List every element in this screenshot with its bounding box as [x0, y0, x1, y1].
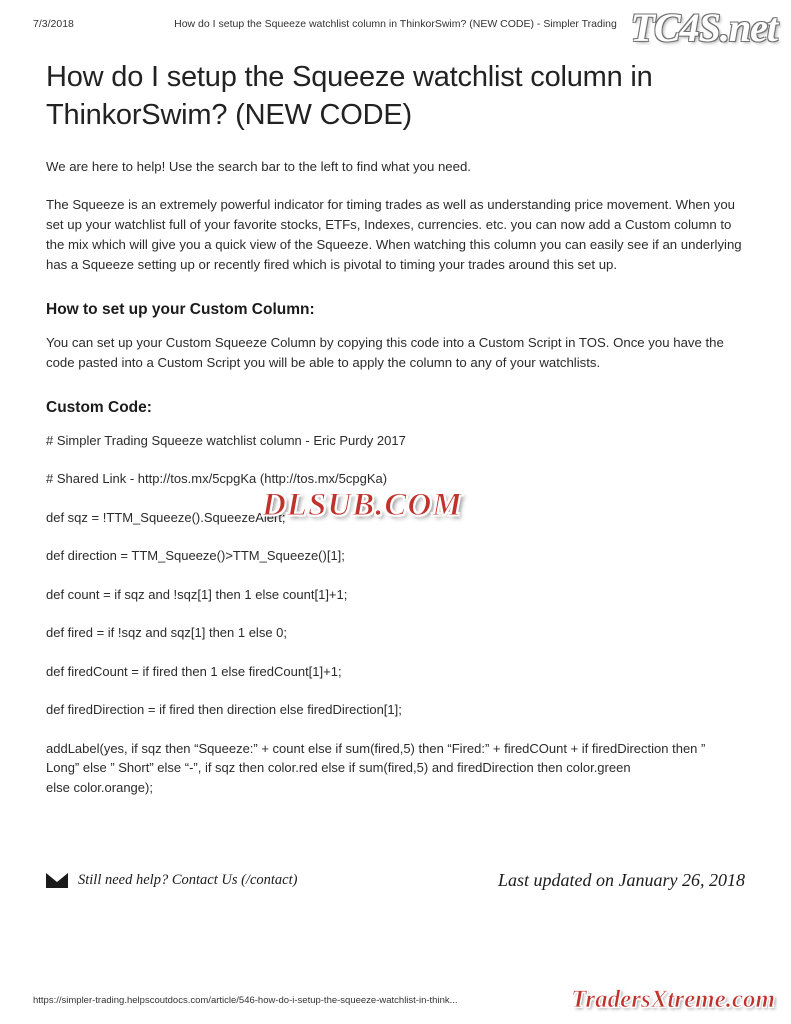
code-line: def firedDirection = if fired then direction else firedDirection[1]; — [46, 702, 402, 718]
intro-paragraph: We are here to help! Use the search bar to the left to find what you need. — [46, 158, 471, 174]
watermark-tc4s: TC4S.net — [630, 5, 777, 50]
envelope-icon — [46, 873, 68, 888]
code-line: def fired = if !sqz and sqz[1] then 1 else 0; — [46, 625, 288, 641]
page-title: How do I setup the Squeeze watchlist column in ThinkorSwim? (NEW CODE) — [46, 61, 653, 132]
code-line: else color.orange); — [46, 779, 153, 795]
code-line: def firedCount = if fired then 1 else firedCount[1]+1; — [46, 663, 342, 679]
code-line: Long” else ” Short” else “-”, if sqz then color.red else if sum(fired,5) and firedDirection then color.green — [46, 760, 631, 776]
code-line: def sqz = !TTM_Squeeze().SqueezeAlert; — [46, 509, 286, 525]
code-line: addLabel(yes, if sqz then “Squeeze:” + count else if sum(fired,5) then “Fired:” + firedCOunt + if firedDirection then ” — [46, 740, 706, 756]
custom-code-block — [46, 431, 745, 798]
contact-us-label: Still need help? Contact Us (/contact) — [78, 872, 298, 888]
watermark-tradersxtreme: TradersXtreme.com — [571, 986, 775, 1013]
contact-us-link[interactable] — [46, 872, 297, 889]
code-line: def count = if sqz and !sqz[1] then 1 else count[1]+1; — [46, 586, 348, 602]
section-heading-setup: How to set up your Custom Column: — [46, 300, 315, 318]
print-page-title: How do I setup the Squeeze watchlist column in ThinkorSwim? (NEW CODE) - Simpler Trading — [174, 18, 617, 30]
article-content — [46, 58, 745, 816]
paragraph-setup-instructions: You can set up your Custom Squeeze Column by copying this code into a Custom Script in TOS. Once you have the code pasted into a Custom Script you will be able to apply the column to any of your watchlists. — [46, 334, 724, 370]
watermark-dlsub: DLSUB.COM — [262, 487, 463, 523]
code-line: def direction = TTM_Squeeze()>TTM_Squeeze()[1]; — [46, 548, 345, 564]
paragraph-squeeze-overview: The Squeeze is an extremely powerful indicator for timing trades as well as understanding price movement. When you set up your watchlist full of your favorite stocks, ETFs, Indexes, currencies. etc. you can now add a Custom column to the mix which will give you a quick view of the Squeeze. When watching this column you can easily see if an underlying has a Squeeze setting up or recently fired which is pivotal to timing your trades around this set up. — [46, 196, 742, 272]
print-header — [0, 18, 791, 34]
print-footer-url: https://simpler-trading.helpscoutdocs.com/article/546-how-do-i-setup-the-squeeze-watchlist-in-think... — [33, 995, 458, 1006]
last-updated-text: Last updated on January 26, 2018 — [498, 870, 745, 890]
print-date: 7/3/2018 — [33, 18, 74, 30]
code-line: # Shared Link - http://tos.mx/5cpgKa (http://tos.mx/5cpgKa) — [46, 471, 388, 487]
article-footer — [46, 872, 745, 906]
section-heading-custom-code: Custom Code: — [46, 398, 152, 416]
code-line: # Simpler Trading Squeeze watchlist column - Eric Purdy 2017 — [46, 432, 406, 448]
